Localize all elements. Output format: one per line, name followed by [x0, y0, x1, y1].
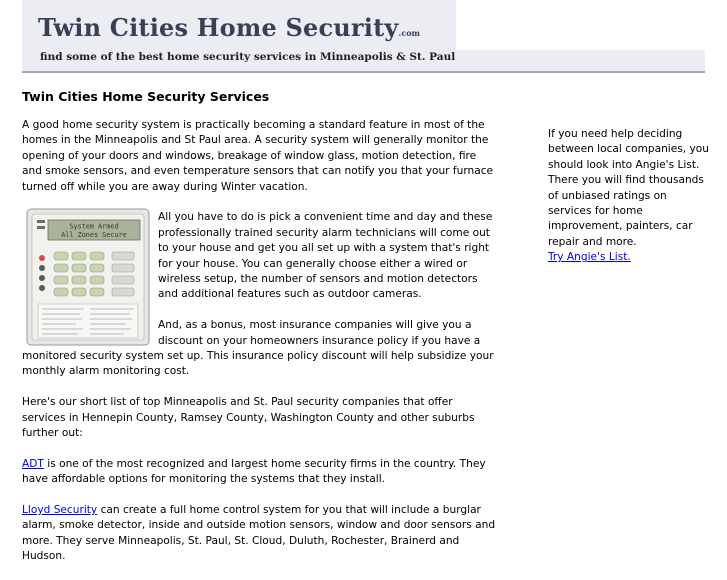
- site-title[interactable]: [38, 13, 420, 42]
- list-intro-paragraph: Here's our short list of top Minneapolis and St. Paul security companies that offer services in Hennepin County, Ramsey County, Washington County and other suburbs further out:: [22, 396, 475, 440]
- sidebar-text: If you need help deciding between local companies, you should look into Angie's List. There you will find thousands of unbiased ratings on services for home improvement, painters, car repair and more.: [548, 128, 709, 248]
- angies-list-link[interactable]: Try Angie's List.: [548, 251, 631, 264]
- page-heading: Twin Cities Home Security Services: [22, 89, 270, 104]
- company-lloyd-security: [22, 503, 496, 565]
- site-title-suffix[interactable]: .com: [398, 28, 420, 38]
- lloyd-security-link[interactable]: Lloyd Security: [22, 504, 98, 517]
- alarm-keypad-image: [26, 208, 150, 346]
- adt-description: is one of the most recognized and largest home security firms in the country. They have affordable options for monitoring the systems that they install.: [22, 457, 486, 486]
- insurance-paragraph: And, as a bonus, most insurance companies will give you a discount on your homeowners insurance policy if you have a monitored security system set up. This insurance policy discount will help subsidize your monthly alarm monitoring cost.: [22, 319, 494, 378]
- sidebar: [548, 127, 713, 266]
- main-content: [22, 88, 496, 580]
- keypad-display-line-2: All Zones Secure: [61, 231, 127, 240]
- site-tagline: find some of the best home security services in Minneapolis & St. Paul: [40, 51, 456, 63]
- adt-link[interactable]: ADT: [22, 457, 44, 470]
- header-banner-tail: [440, 50, 705, 71]
- keypad-display-line-1: System Armed: [69, 222, 119, 231]
- intro-paragraph: A good home security system is practically becoming a standard feature in most of the homes in the Minneapolis and St Paul area. A security system will generally monitor the opening of your doors and windows, breakage of window glass, motion detection, fire and smoke sensors, and even temperature sensors that can notify you that your furnace turned off while you are away during Winter vacation.: [22, 119, 494, 193]
- lloyd-security-description: can create a full home control system for you that will include a burglar alarm, smoke detector, inside and outside motion sensors, window and door sensors and more. They serve Minneapolis, St. Paul, St. Cloud, Duluth, Rochester, Brainerd and Hudson.: [22, 504, 496, 563]
- site-title-text[interactable]: Twin Cities Home Security: [38, 13, 399, 42]
- install-paragraph: All you have to do is pick a convenient time and day and these professionally trained security alarm technicians will come out to your house and get you all set up with a system that's right for your house. You can generally choose either a wired or wireless setup, the number of sensors and motion detectors and additional features such as outdoor cameras.: [158, 211, 493, 301]
- company-adt: [22, 457, 496, 488]
- header-divider: [22, 71, 705, 73]
